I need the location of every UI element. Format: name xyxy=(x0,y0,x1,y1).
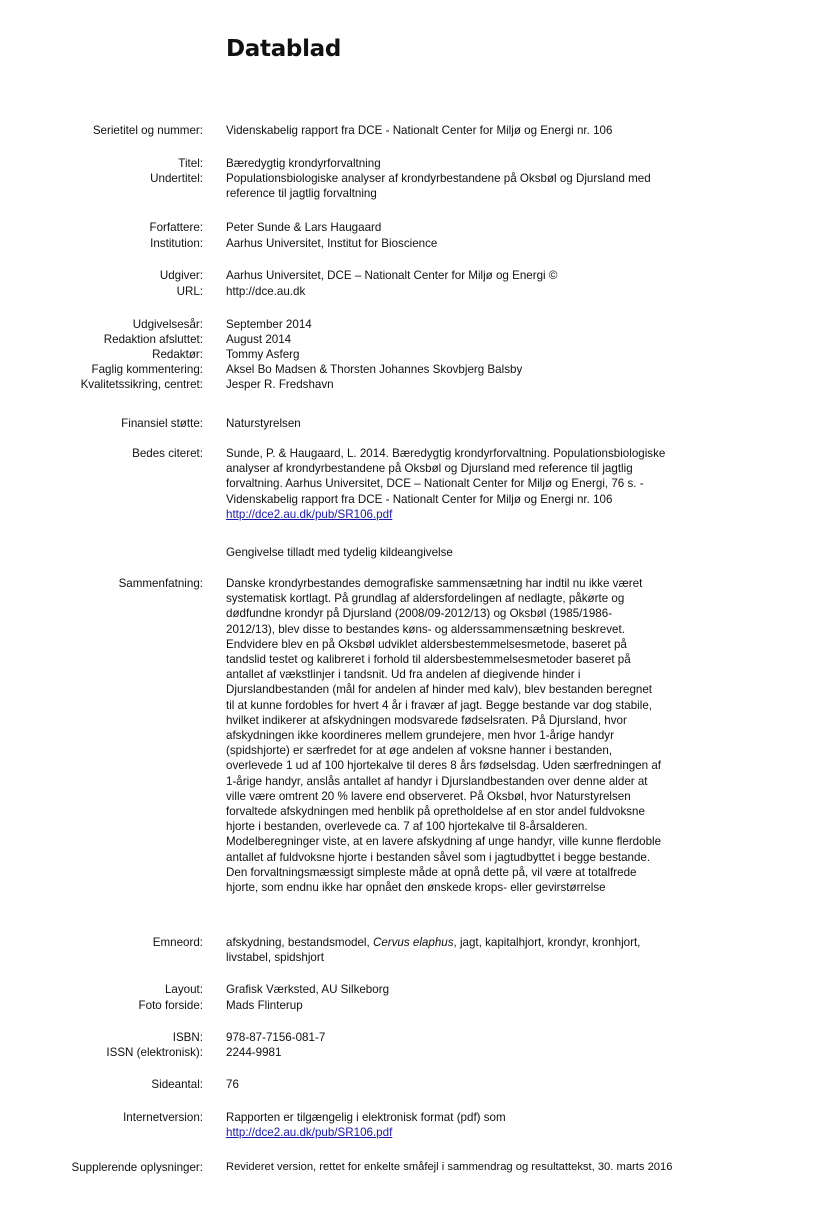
foto-value: Mads Flinterup xyxy=(226,999,303,1012)
citeret-line: Sunde, P. & Haugaard, L. 2014. Bæredygtig krondyrforvaltning. Populationsbiologiske xyxy=(226,447,666,460)
undertitel-line: Populationsbiologiske analyser af krondyrbestandene på Oksbøl og Djursland med xyxy=(226,172,651,185)
undertitel-label: Undertitel: xyxy=(150,172,203,185)
sammenfatning-line: tandslid testet og kalibreret i forhold til aldersbestemmelsesmetoder baseret på xyxy=(226,653,631,667)
sammenfatning-line: Endvidere blev en på Oksbøl udviklet aldersbestemmelsesmetode, baseret på xyxy=(226,637,627,651)
sammenfatning-line: 2012/13), blev disse to bestandes køns- og alderssammensætning beskrevet. xyxy=(226,622,625,636)
sammenfatning-line: (spidshjorte) er særfredet for at øge andelen af voksne hanner i bestanden, xyxy=(226,744,613,758)
layout-label: Layout: xyxy=(164,983,203,996)
issn-value: 2244-9981 xyxy=(226,1046,282,1059)
supplerende-label: Supplerende oplysninger: xyxy=(71,1161,203,1174)
foto-label: Foto forside: xyxy=(138,999,203,1012)
udgiver-value: Aarhus Universitet, DCE – Nationalt Center for Miljø og Energi © xyxy=(226,269,558,282)
citeret-line: analyser af krondyrbestandene på Oksbøl og Djursland med reference til jagtlig xyxy=(226,462,633,476)
emneord-line xyxy=(226,935,786,950)
sammenfatning-line: hvilket indikerer at afskydningen modsvarede fødselsraten. På Djursland, hvor xyxy=(226,713,627,727)
series-label: Serietitel og nummer: xyxy=(92,124,203,137)
faglig-label: Faglig kommentering: xyxy=(91,363,203,376)
redaktoer-label: Redaktør: xyxy=(152,348,203,361)
internet-label: Internetversion: xyxy=(123,1111,203,1124)
sideantal-value: 76 xyxy=(226,1078,239,1091)
udgivelsesaar-value: September 2014 xyxy=(226,318,312,331)
kvalitet-label: Kvalitetssikring, centret: xyxy=(80,378,203,391)
emneord-part2: , jagt, kapitalhjort, krondyr, kronhjort, xyxy=(453,936,641,949)
redaktion-afsluttet-label: Redaktion afsluttet: xyxy=(103,333,203,346)
sammenfatning-line: ville være omtrent 20 % lavere end observeret. På Oksbøl, hvor Naturstyrelsen xyxy=(226,789,631,803)
url-label: URL: xyxy=(176,285,203,298)
issn-label: ISSN (elektronisk): xyxy=(106,1046,203,1059)
kvalitet-value: Jesper R. Fredshavn xyxy=(226,378,334,391)
redaktion-afsluttet-value: August 2014 xyxy=(226,333,292,346)
isbn-value: 978-87-7156-081-7 xyxy=(226,1031,326,1044)
emneord-part1: afskydning, bestandsmodel, xyxy=(226,936,373,949)
citeret-line: Videnskabelig rapport fra DCE - Nationalt Center for Miljø og Energi nr. 106 xyxy=(226,492,613,506)
isbn-label: ISBN: xyxy=(172,1031,203,1044)
finansiel-value: Naturstyrelsen xyxy=(226,417,301,430)
sammenfatning-line: forvaltede afskydningen med henblik på opretholdelse af en stor andel fuldvoksne xyxy=(226,805,645,819)
finansiel-label: Finansiel støtte: xyxy=(121,417,203,430)
internet-text: Rapporten er tilgængelig i elektronisk format (pdf) som xyxy=(226,1111,506,1124)
emneord-value xyxy=(226,935,786,965)
citeret-line: forvaltning. Aarhus Universitet, DCE – Nationalt Center for Miljø og Energi, 76 s. - xyxy=(226,477,644,491)
internet-link[interactable]: http://dce2.au.dk/pub/SR106.pdf xyxy=(226,1126,393,1140)
udgivelsesaar-label: Udgivelsesår: xyxy=(132,318,203,331)
sammenfatning-line: dødfundne krondyr på Djursland (2008/09-2012/13) og Oksbøl (1985/1986- xyxy=(226,607,613,621)
forfattere-value: Peter Sunde & Lars Haugaard xyxy=(226,221,382,234)
undertitel-line: reference til jagtlig forvaltning xyxy=(226,187,377,201)
faglig-value: Aksel Bo Madsen & Thorsten Johannes Skovbjerg Balsby xyxy=(226,363,523,376)
emneord-label: Emneord: xyxy=(152,936,203,949)
undertitel-value xyxy=(226,171,786,201)
emneord-italic: Cervus elaphus xyxy=(372,936,454,949)
sammenfatning-line: Danske krondyrbestandes demografiske sammensætning har indtil nu ikke været xyxy=(226,577,643,590)
sammenfatning-label: Sammenfatning: xyxy=(118,577,203,590)
url-value: http://dce.au.dk xyxy=(226,285,306,298)
titel-value: Bæredygtig krondyrforvaltning xyxy=(226,157,381,170)
forfattere-label: Forfattere: xyxy=(149,221,203,234)
series-value: Videnskabelig rapport fra DCE - Nationalt Center for Miljø og Energi nr. 106 xyxy=(226,124,613,137)
titel-label: Titel: xyxy=(178,157,203,170)
sammenfatning-line: hjorte i bestanden, overlevede ca. 7 af 100 hjortekalve til 8-årsalderen. xyxy=(226,820,588,834)
institution-label: Institution: xyxy=(150,237,203,250)
supplerende-value: Revideret version, rettet for enkelte småfejl i sammendrag og resultattekst, 30. marts 2016 xyxy=(226,1161,673,1173)
citeret-value xyxy=(226,446,786,522)
institution-value: Aarhus Universitet, Institut for Bioscience xyxy=(226,237,438,250)
citeret-label: Bedes citeret: xyxy=(132,447,203,460)
udgiver-label: Udgiver: xyxy=(159,269,203,282)
sammenfatning-line: overlevede 1 ud af 100 hjortekalve til deres 8 års fødselsdag. Uden særfredningen af xyxy=(226,759,662,773)
gengivelse-note: Gengivelse tilladt med tydelig kildeangivelse xyxy=(226,546,453,559)
sammenfatning-line: Modelberegninger viste, at en lavere afskydning af unge handyr, ville kunne flerdoble xyxy=(226,835,662,849)
sammenfatning-value xyxy=(226,576,786,895)
sideantal-label: Sideantal: xyxy=(151,1078,203,1091)
sammenfatning-line: antallet af vækstlinjer i tandsnit. Ud fra andelen af diegivende hinder i xyxy=(226,668,581,682)
emneord-line: livstabel, spidshjort xyxy=(226,951,324,965)
sammenfatning-line: hjorte, som endnu ikke har opnået den ønskede krops- eller gevirstørrelse xyxy=(226,881,606,895)
sammenfatning-line: systematisk kortlagt. På grundlag af aldersfordelingen af nedlagte, påkørte og xyxy=(226,592,625,606)
citeret-link[interactable]: http://dce2.au.dk/pub/SR106.pdf xyxy=(226,507,393,521)
sammenfatning-line: Den forvaltningsmæssigt simpleste måde at opnå dette på, vil være at totalfrede xyxy=(226,865,637,879)
sammenfatning-line: antallet af fuldvoksne hjorte i bestanden såvel som i jagtudbyttet i begge bestande. xyxy=(226,850,651,864)
sammenfatning-line: til at kunne fordobles for hvert 4 år i fravær af jagt. Begge bestande var dog stabile, xyxy=(226,698,652,712)
sammenfatning-line: Djurslandbestanden (mål for andelen af hinder med kalv), blev bestanden beregnet xyxy=(226,683,653,697)
internet-value xyxy=(226,1110,786,1140)
layout-value: Grafisk Værksted, AU Silkeborg xyxy=(226,983,390,996)
page-title: Datablad xyxy=(226,36,342,62)
sammenfatning-line: 1-årige handyr, anslås antallet af handyr i Djurslandbestanden over denne alder at xyxy=(226,774,648,788)
redaktoer-value: Tommy Asferg xyxy=(226,348,300,361)
sammenfatning-line: afskydningen ikke koordineres mellem grundejere, men hvor 1-årige handyr xyxy=(226,729,614,743)
